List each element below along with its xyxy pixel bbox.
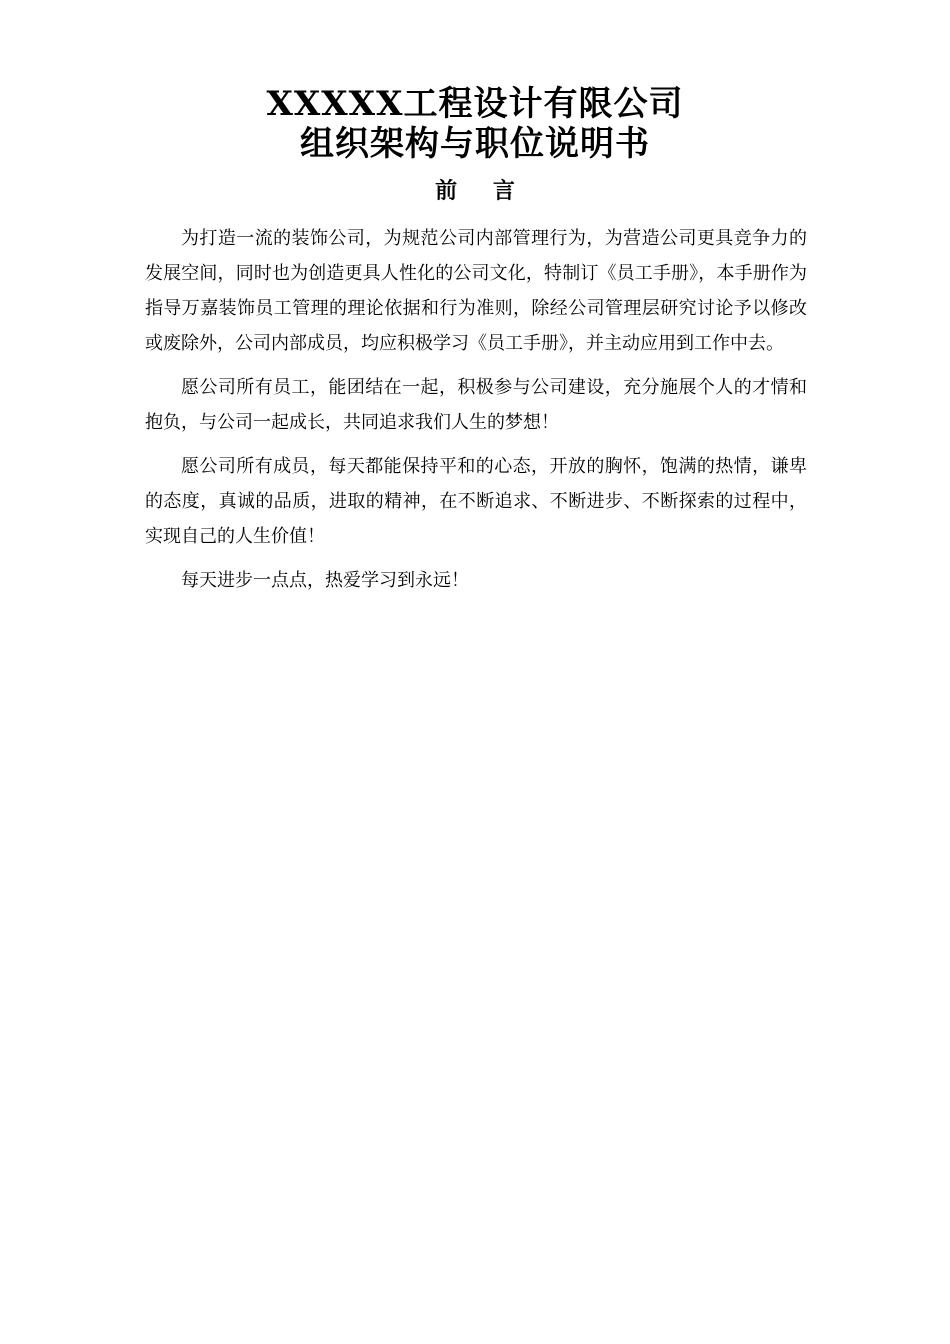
preface-body [145, 221, 807, 607]
section-heading-preface: 前 言 [435, 178, 529, 204]
document-title [0, 84, 950, 164]
title-line-company: XXXXX工程设计有限公司 [266, 84, 684, 124]
preface-paragraph: 愿公司所有员工，能团结在一起，积极参与公司建设，充分施展个人的才情和抱负，与公司一起成长，共同追求我们人生的梦想！ [145, 377, 807, 433]
preface-paragraph: 愿公司所有成员，每天都能保持平和的心态，开放的胸怀，饱满的热情，谦卑的态度，真诚的品质，进取的精神，在不断追求、不断进步、不断探索的过程中，实现自己的人生价值！ [145, 456, 807, 547]
preface-paragraph: 每天进步一点点，热爱学习到永远！ [181, 570, 469, 591]
preface-paragraph: 为打造一流的装饰公司，为规范公司内部管理行为，为营造公司更具竞争力的发展空间，同时也为创造更具人性化的公司文化，特制订《员工手册》，本手册作为指导万嘉装饰员工管理的理论依据和行为准则，除经公司管理层研究讨论予以修改或废除外，公司内部成员，均应积极学习《员工手册》，并主动应用到工作中去。 [145, 228, 807, 354]
title-line-subject: 组织架构与职位说明书 [300, 124, 650, 164]
